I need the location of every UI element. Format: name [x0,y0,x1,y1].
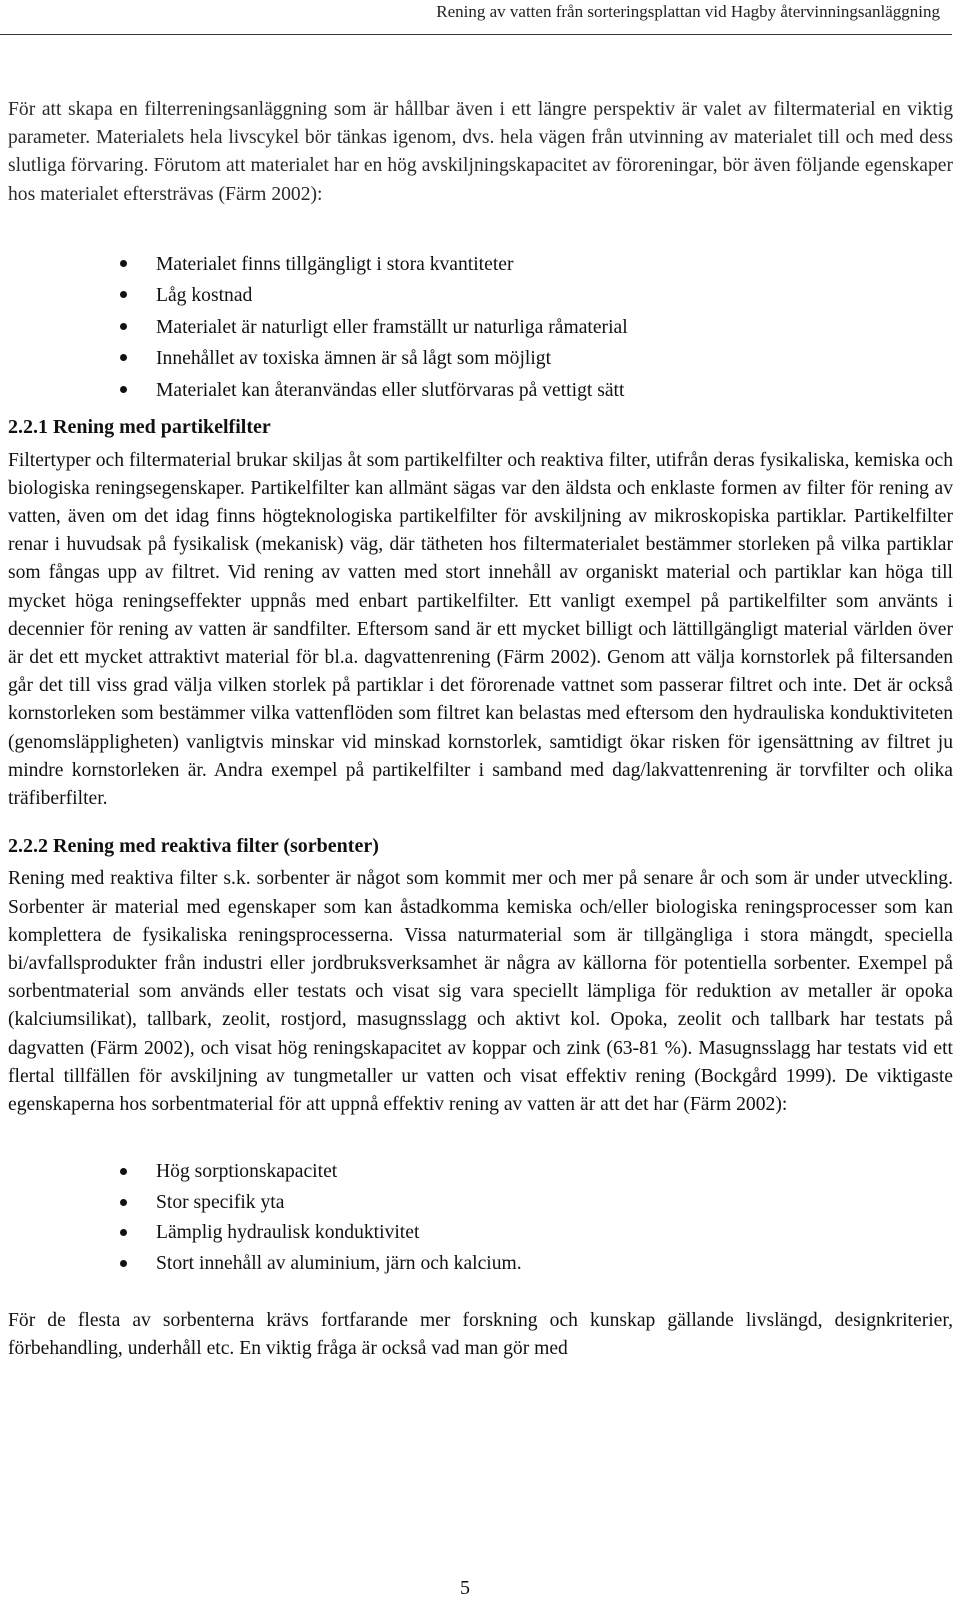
list-item-text: Stor specifik yta [156,1191,285,1213]
bullet-icon [120,386,127,393]
list-item [8,343,953,375]
sorbent-properties-list [8,1157,953,1279]
list-item-text: Materialet är naturligt eller framställt ur naturliga råmaterial [156,316,628,338]
list-item-text: Stort innehåll av aluminium, järn och kalcium. [156,1252,522,1274]
list-item-text: Innehållet av toxiska ämnen är så lågt som möjligt [156,348,552,370]
list-item-text: Materialet finns tillgängligt i stora kvantiteter [156,253,514,275]
section-paragraph-reaktiva-filter: Rening med reaktiva filter s.k. sorbenter är något som kommit mer och mer på senare år och som är under utveckling. Sorbenter är material med egenskaper som kan åstadkomma kemiska och/eller biologiska reningsprocesser som kan komplettera de fysikaliska reningsprocesserna. Vissa naturmaterial som är tillgängliga i stora mängdt, speciella bi/avfallsprodukter från industri eller jordbruksverksamhet är några av källorna för potentiella sorbenter. Exempel på sorbentmaterial som används eller testats och visat sig vara speciellt lämpliga för reduktion av metaller är opoka (kalciumsilikat), tallbark, zeolit, rostjord, masugnsslagg och aktivt kol. Opoka, zeolit och tallbark har testats på dagvatten (Färm 2002), och visat hög reningskapacitet av koppar och zink (63-81 %). Masugnsslagg har testats vid ett flertal tillfällen för avskiljning av tungmetaller ur vatten och visat effektiv rening (Bockgård 1999). De viktigaste egenskaperna hos sorbentmaterial för att uppnå effektiv rening av vatten är att det har (Färm 2002): [8,868,953,1115]
bullet-icon [120,354,127,361]
bullet-icon [120,291,127,298]
bullet-icon [120,260,127,267]
list-item [8,1218,953,1249]
header-rule [0,34,952,35]
list-item-text: Låg kostnad [156,285,253,307]
list-item [8,1188,953,1219]
bullet-icon [120,1260,127,1267]
list-item [8,1249,953,1280]
bullet-icon [120,1199,127,1206]
bullet-icon [120,1168,127,1175]
list-item [8,280,953,312]
page-body [8,96,953,1364]
list-item [8,249,953,281]
list-item-text: Hög sorptionskapacitet [156,1161,338,1183]
running-header: Rening av vatten från sorteringsplattan vid Hagby återvinningsanläggning [436,2,940,21]
bullet-icon [120,323,127,330]
section-heading-2-2-1: 2.2.1 Rening med partikelfilter [8,416,271,439]
section-paragraph-partikelfilter: Filtertyper och filtermaterial brukar skiljas åt som partikelfilter och reaktiva filter, utifrån deras fysikaliska, kemiska och biologiska reningsegenskaper. Partikelfilter kan allmänt sägas var den äldsta och enklaste formen av filter för rening av vatten, även om det idag finns högteknologiska partikelfilter för avskiljning av mikroskopiska partiklar. Partikelfilter renar i huvudsak på fysikalisk (mekanisk) väg, där tätheten hos filtermaterialet bestämmer storleken på vilka partiklar som fångas upp av filtret. Vid rening av vatten med stort innehåll av organiskt material och partiklar kan höga till mycket höga reningseffekter uppnås med enbart partikelfilter. Ett vanligt exempel på partikelfilter som använts i decennier för rening av vatten är sandfilter. Eftersom sand är ett mycket billigt och lättillgängligt material världen över är det ett mycket attraktivt material för bl.a. dagvattenrening (Färm 2002). Genom att välja kornstorlek på filtersanden går det till viss grad välja vilken storlek på partiklar i det förorenade vattnet som passerar filtret och inte. Det är också kornstorleken som bestämmer vilka vattenflöden som filtret kan belastas med eftersom den hydrauliska konduktiviteten (genomsläppligheten) vanligtvis minskar vid minskad kornstorlek, samtidigt ökar risken för igensättning av filtret ju mindre kornstorleken är. Andra exempel på partikelfilter i samband med dag/lakvattenrening är torvfilter och olika träfiberfilter. [8,449,953,809]
list-item-text: Materialet kan återanvändas eller slutförvaras på vettigt sätt [156,379,625,401]
list-item [8,375,953,407]
bullet-icon [120,1229,127,1236]
list-item-text: Lämplig hydraulisk konduktivitet [156,1222,420,1244]
page-number: 5 [460,1577,470,1599]
section-heading-2-2-2: 2.2.2 Rening med reaktiva filter (sorbenter) [8,835,379,858]
list-item [8,312,953,344]
list-item [8,1157,953,1188]
requirements-list [8,249,953,407]
closing-paragraph: För de flesta av sorbenterna krävs fortfarande mer forskning och kunskap gällande livslängd, designkriterier, förbehandling, underhåll etc. En viktig fråga är också vad man gör med [8,1310,953,1360]
intro-paragraph: För att skapa en filterreningsanläggning som är hållbar även i ett längre perspektiv är valet av filtermaterial en viktig parameter. Materialets hela livscykel bör tänkas igenom, dvs. hela vägen från utvinning av materialet till och med dess slutliga förvaring. Förutom att materialet har en hög avskiljningskapacitet av föroreningar, bör även följande egenskaper hos materialet eftersträvas (Färm 2002): [8,99,953,205]
